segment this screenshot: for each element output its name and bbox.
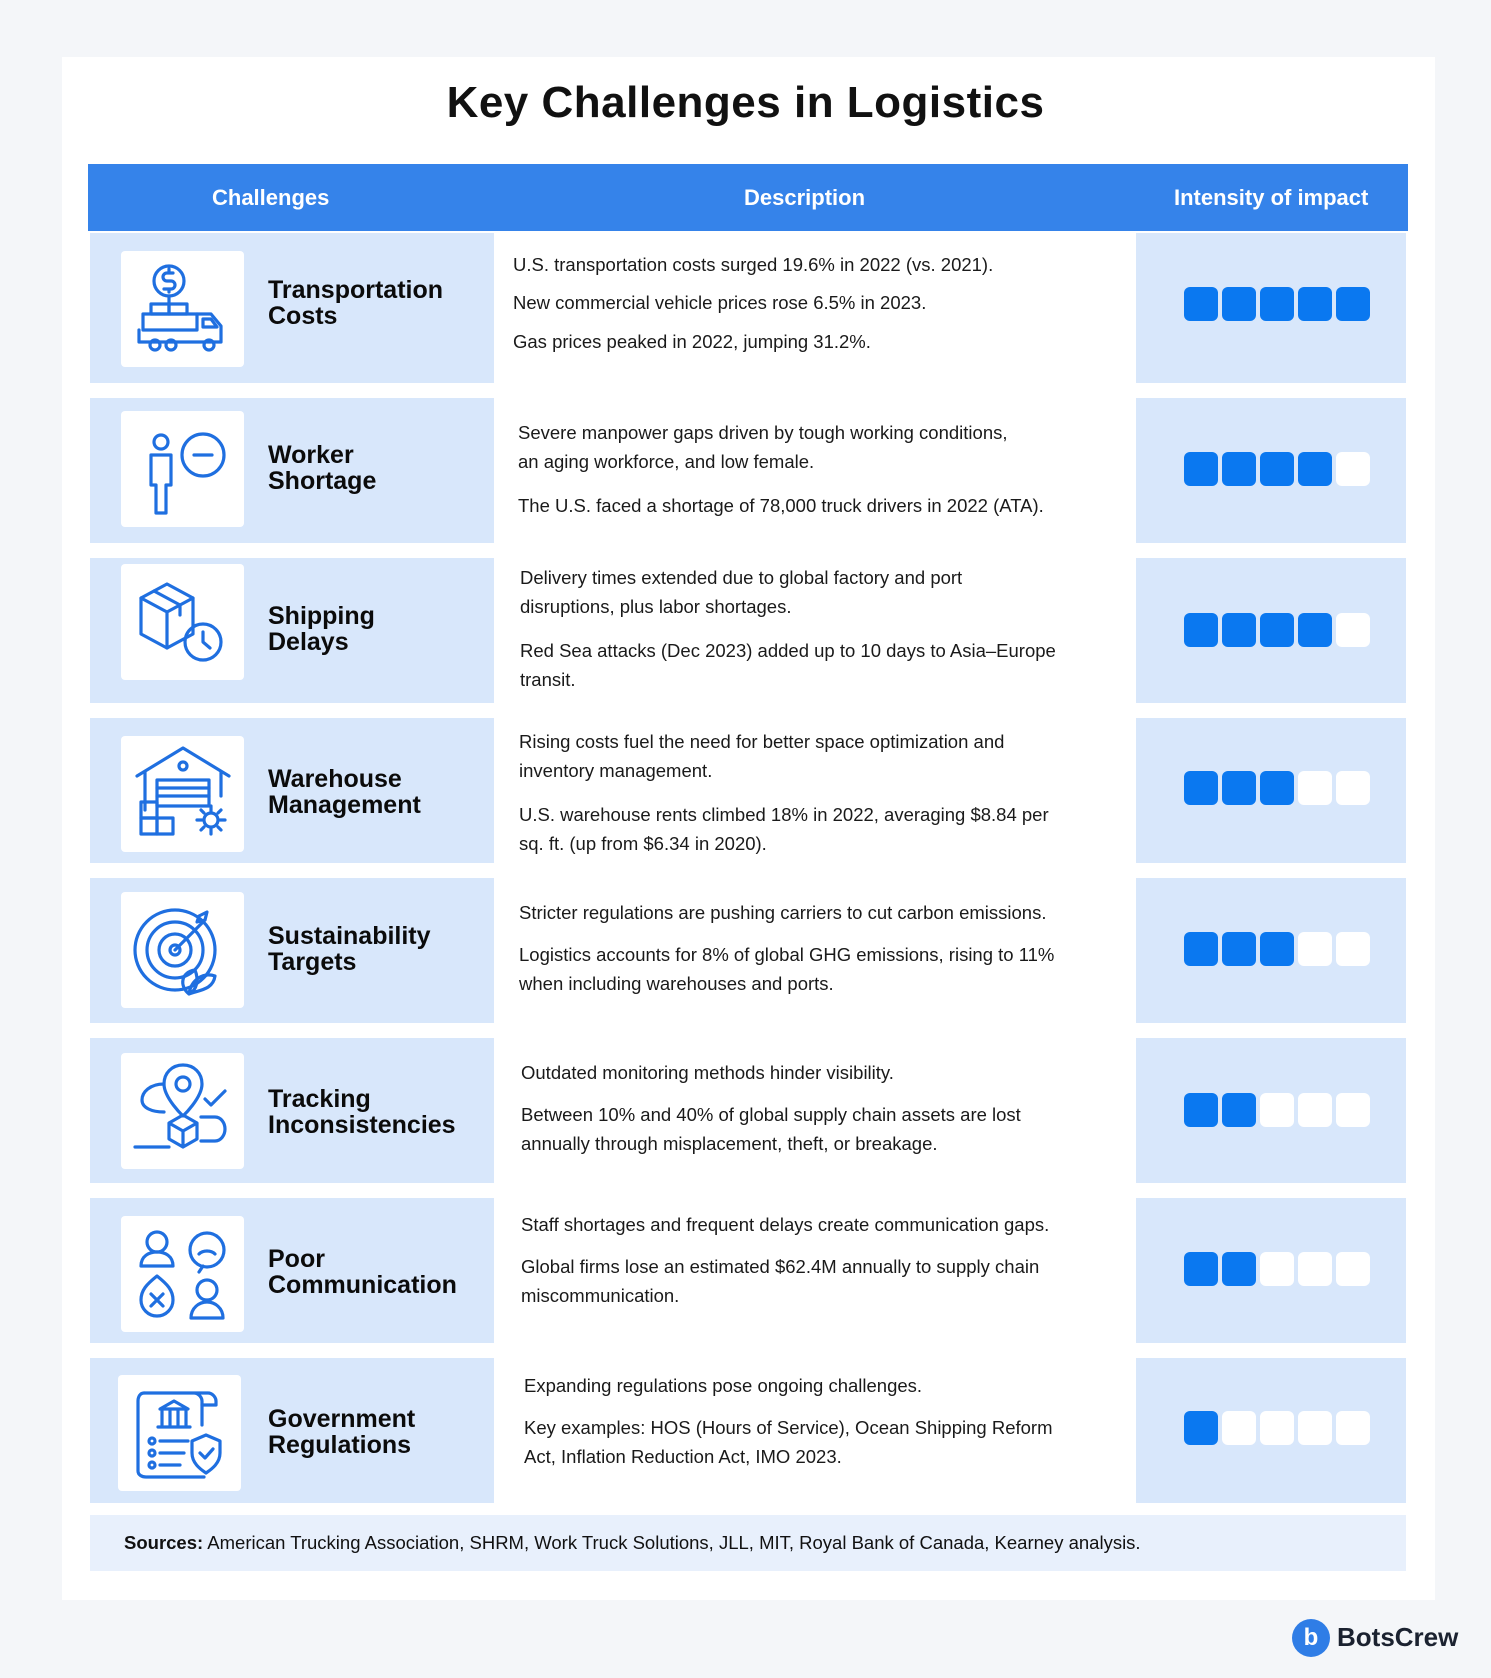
sources-label: Sources: — [124, 1532, 204, 1553]
challenge-name: Transportation Costs — [268, 276, 444, 330]
intensity-block-empty — [1336, 771, 1370, 805]
intensity-cell — [1136, 718, 1406, 863]
intensity-block-filled — [1298, 613, 1332, 647]
intensity-block-empty — [1222, 1411, 1256, 1445]
intensity-block-empty — [1336, 452, 1370, 486]
description-text: Key examples: HOS (Hours of Service), Ocean Shipping Reform Act, Inflation Reduction Act, IMO 2023. — [524, 1417, 1053, 1467]
intensity-meter — [1184, 1411, 1374, 1450]
page-title: Key Challenges in Logistics — [446, 78, 1045, 127]
location-route-icon — [129, 1059, 236, 1163]
intensity-block-filled — [1184, 1411, 1218, 1445]
description-cell — [494, 233, 1136, 383]
intensity-block-empty — [1336, 1093, 1370, 1127]
intensity-cell — [1136, 1038, 1406, 1183]
description-text: Gas prices peaked in 2022, jumping 31.2%. — [513, 331, 871, 352]
table-row — [90, 1198, 1406, 1343]
intensity-block-filled — [1222, 452, 1256, 486]
description-text: U.S. transportation costs surged 19.6% in 2022 (vs. 2021). — [513, 254, 994, 275]
description-cell — [494, 718, 1136, 863]
description-text: Stricter regulations are pushing carriers to cut carbon emissions. — [519, 902, 1047, 923]
intensity-block-filled — [1184, 613, 1218, 647]
icon-box — [121, 251, 244, 367]
intensity-block-filled — [1260, 613, 1294, 647]
intensity-cell — [1136, 1358, 1406, 1503]
people-chat-icon — [129, 1222, 236, 1326]
intensity-block-filled — [1298, 287, 1332, 321]
brand-name: BotsCrew — [1337, 1622, 1459, 1652]
sources-note — [90, 1515, 1406, 1571]
description-text: The U.S. faced a shortage of 78,000 truck drivers in 2022 (ATA). — [518, 495, 1044, 516]
description-text: Global firms lose an estimated $62.4M annually to supply chain miscommunication. — [521, 1256, 1040, 1306]
challenge-cell — [90, 558, 494, 703]
table-header — [88, 164, 1408, 231]
intensity-block-empty — [1336, 613, 1370, 647]
intensity-block-filled — [1336, 287, 1370, 321]
challenge-name: Shipping Delays — [268, 602, 375, 656]
icon-box — [121, 1216, 244, 1332]
intensity-block-filled — [1222, 1093, 1256, 1127]
intensity-block-filled — [1260, 287, 1294, 321]
box-clock-icon — [129, 570, 236, 674]
challenge-name: Poor Communication — [268, 1245, 457, 1299]
intensity-block-filled — [1260, 932, 1294, 966]
description-text: Logistics accounts for 8% of global GHG emissions, rising to 11% when including warehouses and ports. — [519, 944, 1055, 994]
header-intensity: Intensity of impact — [1174, 185, 1369, 210]
description-text: Red Sea attacks (Dec 2023) added up to 10 days to Asia–Europe transit. — [520, 640, 1056, 690]
table-row — [90, 233, 1406, 383]
intensity-block-filled — [1222, 287, 1256, 321]
challenge-cell — [90, 1038, 494, 1183]
description-text: Severe manpower gaps driven by tough working conditions, an aging workforce, and low female. — [518, 422, 1008, 472]
warehouse-gear-icon — [129, 742, 236, 846]
intensity-cell — [1136, 398, 1406, 543]
intensity-block-filled — [1222, 932, 1256, 966]
description-text: Delivery times extended due to global factory and port disruptions, plus labor shortages. — [520, 567, 963, 617]
description-text: New commercial vehicle prices rose 6.5% in 2023. — [513, 292, 927, 313]
icon-box — [121, 411, 244, 527]
intensity-meter — [1184, 932, 1374, 971]
intensity-cell — [1136, 1198, 1406, 1343]
description-cell — [494, 558, 1136, 703]
intensity-meter — [1184, 613, 1374, 652]
challenge-cell — [90, 1358, 494, 1503]
intensity-block-filled — [1222, 771, 1256, 805]
challenge-cell — [90, 718, 494, 863]
description-cell — [494, 1038, 1136, 1183]
challenge-name: Sustainability Targets — [268, 922, 431, 976]
header-description: Description — [744, 185, 866, 210]
description-cell — [494, 878, 1136, 1023]
challenge-cell — [90, 878, 494, 1023]
intensity-block-empty — [1298, 771, 1332, 805]
intensity-block-empty — [1336, 1252, 1370, 1286]
table-row — [90, 1358, 1406, 1503]
intensity-block-empty — [1298, 1093, 1332, 1127]
description-cell — [494, 398, 1136, 543]
intensity-meter — [1184, 452, 1374, 491]
intensity-meter — [1184, 771, 1374, 810]
intensity-block-filled — [1260, 771, 1294, 805]
description-text: Between 10% and 40% of global supply chain assets are lost annually through misplacement, theft, or breakage. — [521, 1104, 1021, 1154]
icon-box — [121, 564, 244, 680]
icon-box — [121, 736, 244, 852]
truck-dollar-icon — [129, 257, 236, 361]
intensity-block-empty — [1298, 1411, 1332, 1445]
description-text: U.S. warehouse rents climbed 18% in 2022, averaging $8.84 per sq. ft. (up from $6.34 in 2020). — [519, 804, 1049, 854]
intensity-block-filled — [1184, 1093, 1218, 1127]
intensity-block-empty — [1298, 932, 1332, 966]
table-row — [90, 878, 1406, 1023]
intensity-meter — [1184, 287, 1374, 326]
table-row — [90, 718, 1406, 863]
intensity-block-filled — [1298, 452, 1332, 486]
challenge-cell — [90, 398, 494, 543]
intensity-block-empty — [1260, 1411, 1294, 1445]
intensity-block-filled — [1184, 287, 1218, 321]
sources-text: American Trucking Association, SHRM, Work Truck Solutions, JLL, MIT, Royal Bank of Canada, Kearney analysis. — [207, 1532, 1141, 1553]
description-text: Outdated monitoring methods hinder visibility. — [521, 1062, 894, 1083]
description-text: Staff shortages and frequent delays create communication gaps. — [521, 1214, 1050, 1235]
challenge-name: Worker Shortage — [268, 441, 377, 495]
table-row — [90, 1038, 1406, 1183]
intensity-block-filled — [1184, 1252, 1218, 1286]
target-leaf-icon — [129, 898, 236, 1002]
intensity-block-filled — [1184, 771, 1218, 805]
icon-box — [118, 1375, 241, 1491]
description-cell — [494, 1198, 1136, 1343]
description-cell — [494, 1358, 1136, 1503]
intensity-block-filled — [1222, 1252, 1256, 1286]
intensity-block-filled — [1222, 613, 1256, 647]
botscrew-logo-icon: b — [1292, 1619, 1330, 1657]
intensity-block-filled — [1184, 932, 1218, 966]
challenge-name: Tracking Inconsistencies — [268, 1085, 456, 1139]
description-text: Expanding regulations pose ongoing challenges. — [524, 1375, 923, 1396]
intensity-block-filled — [1184, 452, 1218, 486]
document-shield-icon — [126, 1381, 233, 1485]
description-text: Rising costs fuel the need for better space optimization and inventory management. — [519, 731, 1005, 781]
challenge-cell — [90, 1198, 494, 1343]
worker-minus-icon — [129, 417, 236, 521]
intensity-meter — [1184, 1252, 1374, 1291]
header-challenges: Challenges — [212, 185, 330, 210]
intensity-block-empty — [1298, 1252, 1332, 1286]
challenge-name: Government Regulations — [268, 1405, 416, 1459]
intensity-block-empty — [1260, 1252, 1294, 1286]
intensity-block-filled — [1260, 452, 1294, 486]
intensity-cell — [1136, 558, 1406, 703]
table-row — [90, 558, 1406, 703]
icon-box — [121, 892, 244, 1008]
icon-box — [121, 1053, 244, 1169]
table-row — [90, 398, 1406, 543]
intensity-cell — [1136, 233, 1406, 383]
intensity-block-empty — [1336, 932, 1370, 966]
challenge-name: Warehouse Management — [268, 765, 421, 819]
intensity-cell — [1136, 878, 1406, 1023]
intensity-block-empty — [1336, 1411, 1370, 1445]
challenge-cell — [90, 233, 494, 383]
intensity-block-empty — [1260, 1093, 1294, 1127]
intensity-meter — [1184, 1093, 1374, 1132]
